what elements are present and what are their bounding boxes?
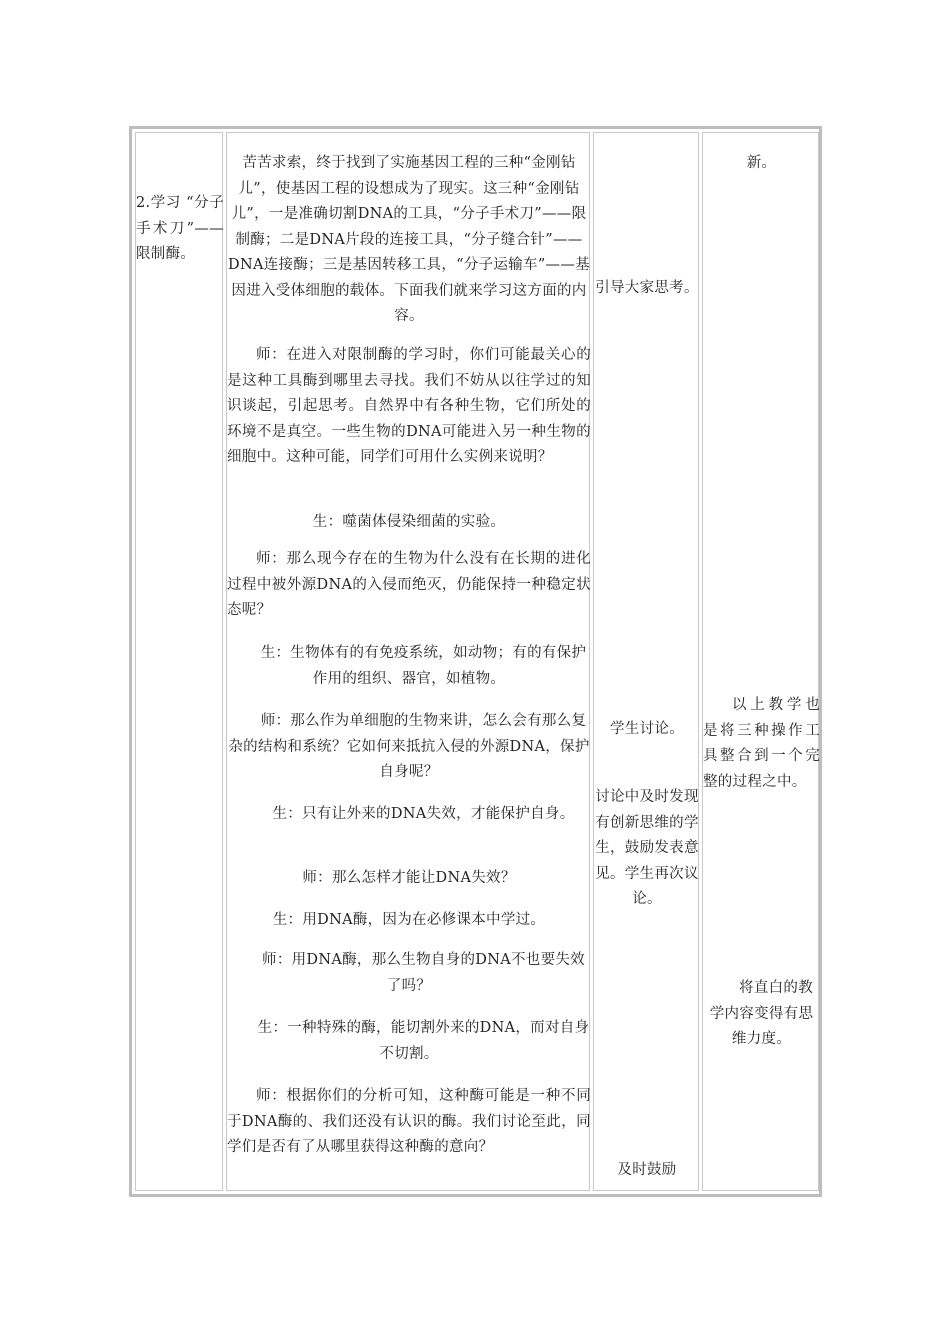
section-column (135, 132, 223, 1191)
section-title: 2.学习 “分子手术刀”——限制酶。 (136, 195, 224, 262)
content-paragraph: 生：一种特殊的酶，能切割外来的DNA，而对自身不切割。 (257, 1020, 590, 1062)
content-paragraph: 师：那么作为单细胞的生物来讲，怎么会有那么复杂的结构和系统？它如何来抵抗入侵的外源DNA，保护自身呢？ (228, 713, 590, 780)
content-paragraph: 师：根据你们的分析可知，这种酶可能是一种不同于DNA酶的、我们还没有认识的酶。我们讨论至此，同学们是否有了从哪里获得这种酶的意向？ (227, 1088, 591, 1155)
activity-text: 引导大家思考。 (595, 280, 699, 296)
activity-text: 及时鼓励 (617, 1162, 677, 1178)
student-activity-column (593, 132, 699, 1191)
lesson-table (129, 126, 822, 1197)
content-paragraph: 生：用DNA酶，因为在必修课本中学过。 (272, 912, 546, 928)
intent-text: 将直白的教学内容变得有思维力度。 (709, 980, 814, 1047)
content-paragraph: 苦苦求索，终于找到了实施基因工程的三种“金刚钻儿”，使基因工程的设想成为了现实。这三种“金刚钻儿”，一是准确切割DNA的工具，“分子手术刀”——限制酶；二是DNA片段的连接工具，“分子缝合针”——DNA连接酶；三是基因转移工具，“分子运输车”——基因进入受体细胞的载体。下面我们就来学习这方面的内容。 (228, 155, 590, 324)
content-paragraph: 生：生物体有的有免疫系统，如动物；有的有保护作用的组织、器官，如植物。 (260, 645, 587, 687)
intent-text: 新。 (746, 155, 777, 171)
content-paragraph: 师：那么现今存在的生物为什么没有在长期的进化过程中被外源DNA的入侵而绝灭，仍能保持一种稳定状态呢？ (227, 551, 591, 618)
content-paragraph: 师：在进入对限制酶的学习时，你们可能最关心的是这种工具酶到哪里去寻找。我们不妨从以往学过的知识谈起，引起思考。自然界中有各种生物，它们所处的环境不是真空。一些生物的DNA可能进入另一种生物的细胞中。这种可能，同学们可用什么实例来说明？ (227, 347, 591, 465)
content-paragraph: 师：那么怎样才能让DNA失效？ (302, 870, 516, 886)
content-paragraph: 生：噬菌体侵染细菌的实验。 (312, 514, 506, 530)
design-intent-column (702, 132, 819, 1191)
content-paragraph: 师：用DNA酶，那么生物自身的DNA不也要失效了吗？ (262, 952, 585, 994)
content-paragraph: 生：只有让外来的DNA失效，才能保护自身。 (272, 806, 575, 822)
activity-text: 学生讨论。 (610, 721, 684, 737)
teaching-content-column (226, 132, 590, 1191)
activity-text: 讨论中及时发现有创新思维的学生，鼓励发表意见。学生再次议论。 (595, 789, 699, 907)
intent-text: 以上教学也是将三种操作工具整合到一个完整的过程之中。 (703, 697, 820, 790)
